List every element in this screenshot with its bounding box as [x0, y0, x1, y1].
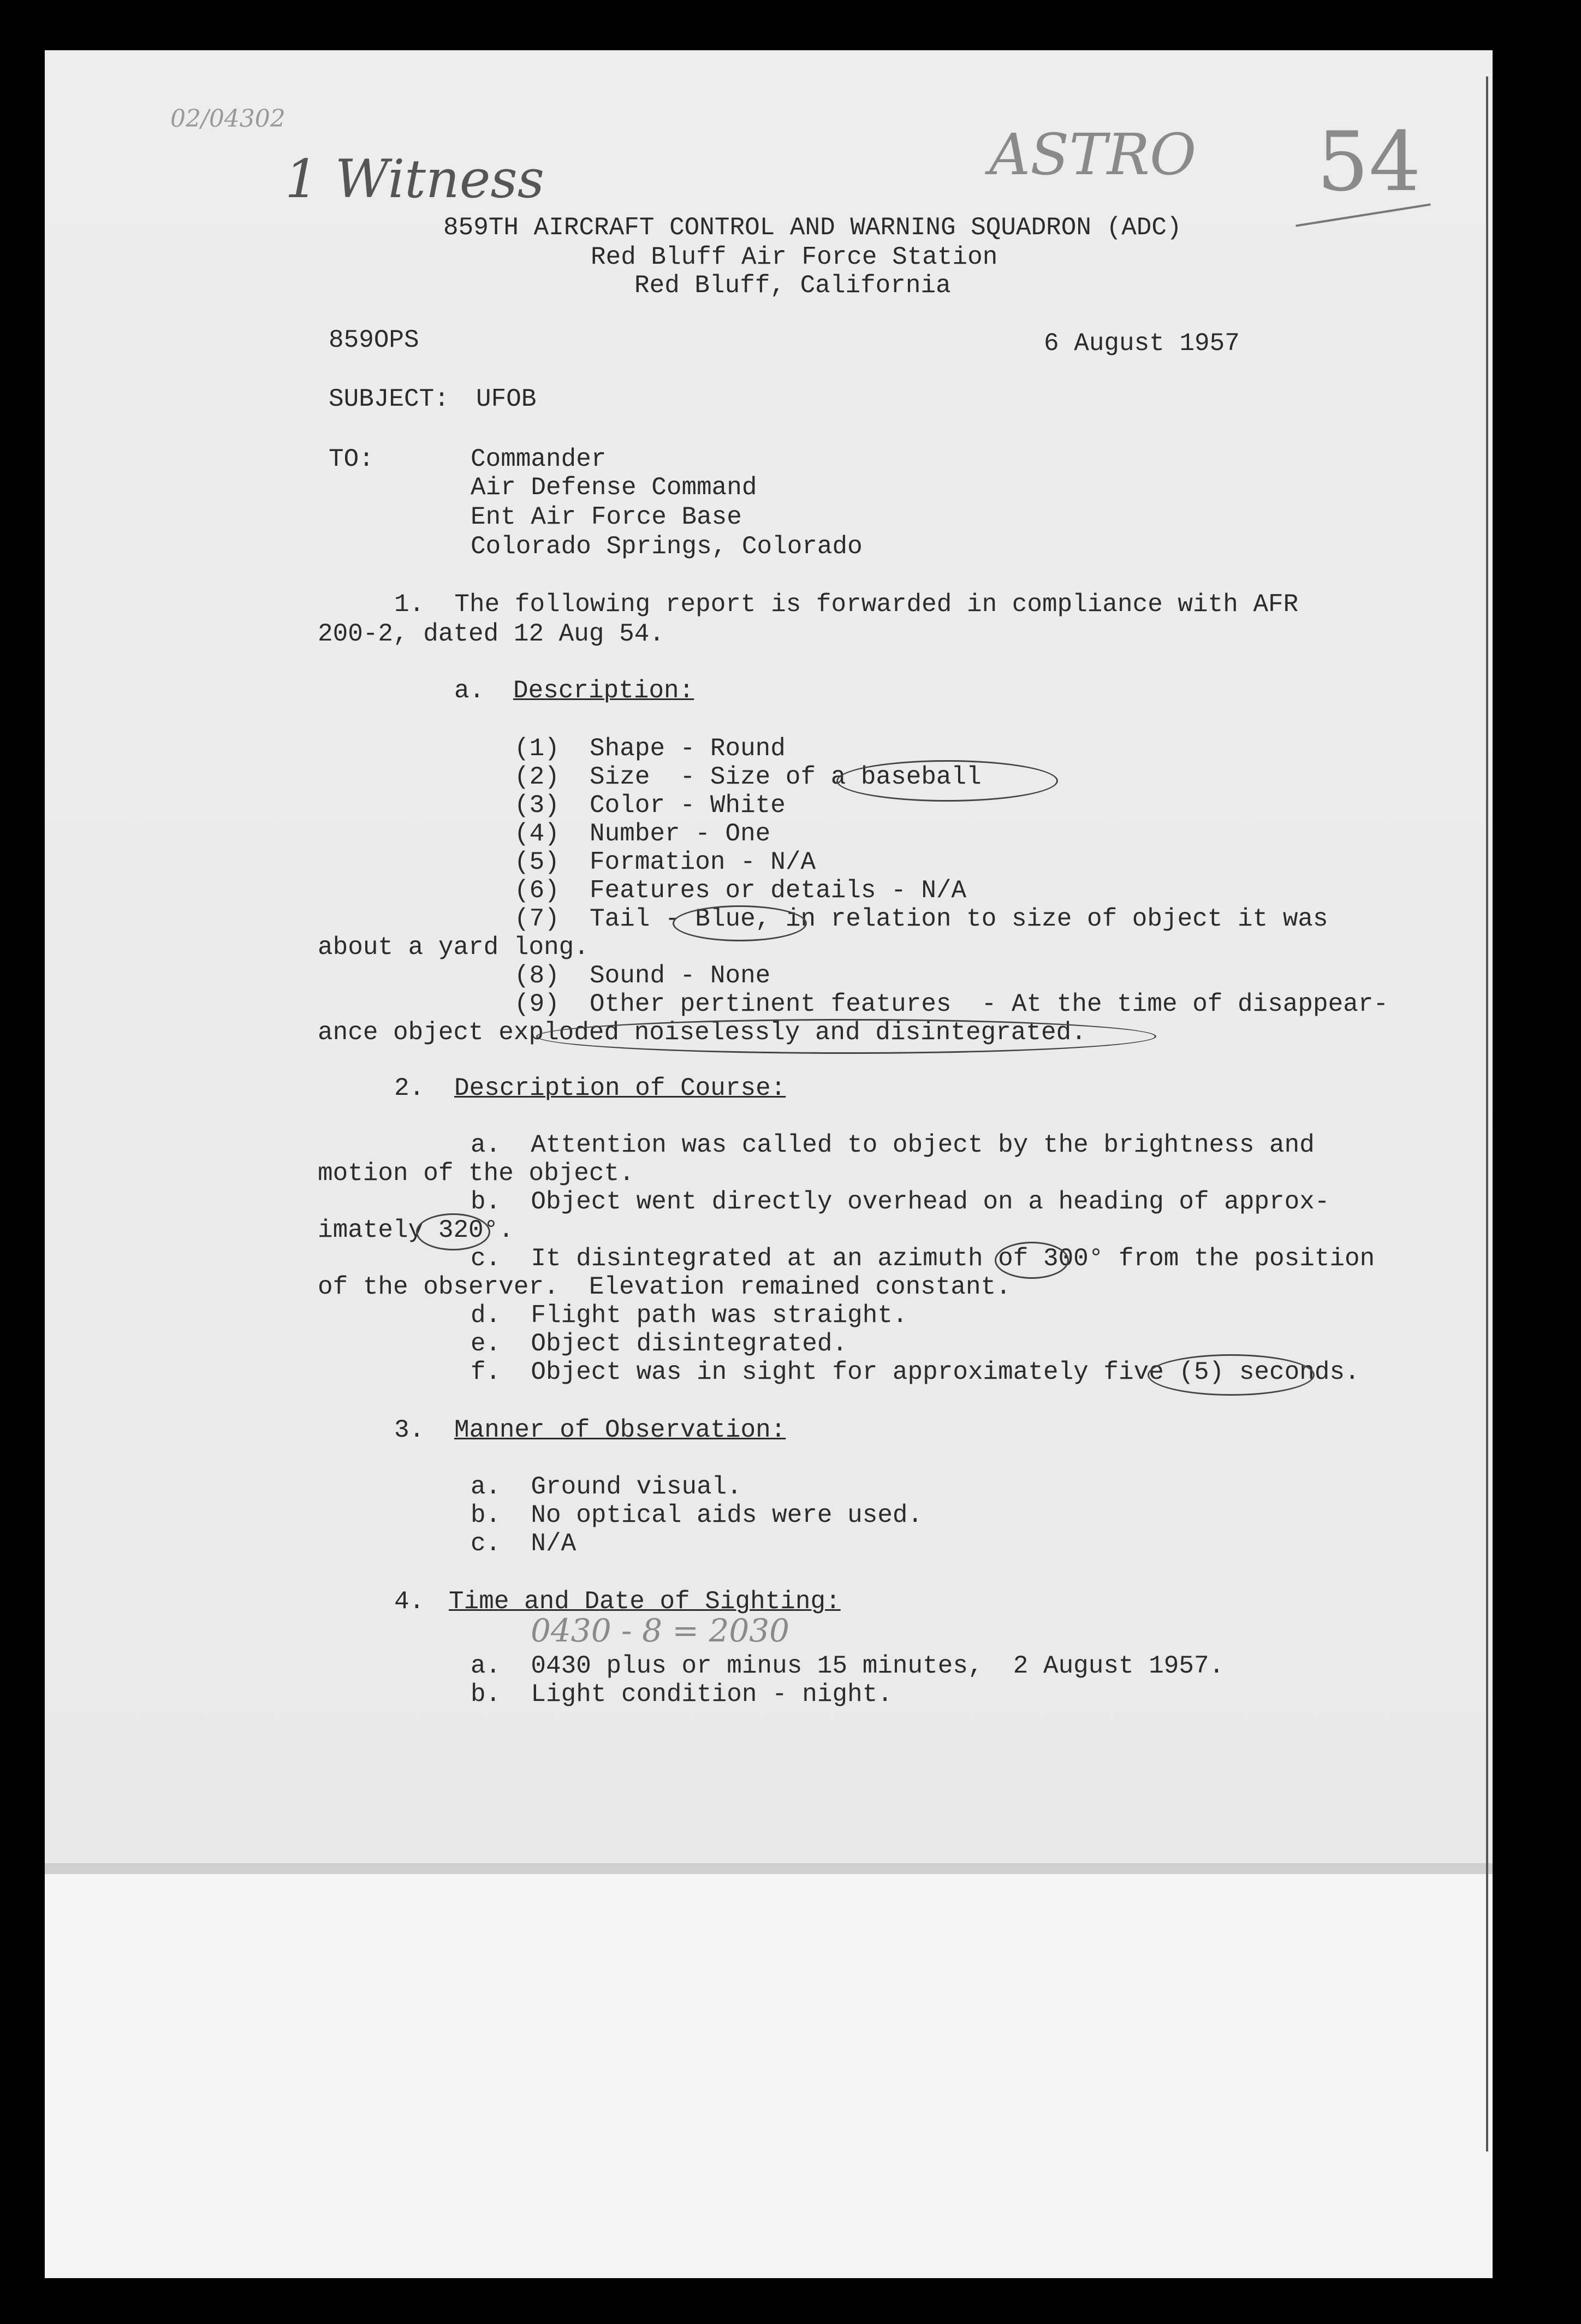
manner-heading-number: 3. — [394, 1416, 425, 1444]
description-item: (8) Sound - None — [514, 962, 771, 990]
to-line: Colorado Springs, Colorado — [471, 532, 863, 561]
handwritten-astro-note: ASTRO — [989, 121, 1197, 188]
manner-line: a. Ground visual. — [471, 1473, 742, 1501]
station-name: Red Bluff Air Force Station — [591, 243, 998, 271]
handwritten-time-calculation: 0430 - 8 = 2030 — [531, 1612, 790, 1649]
time-heading: Time and Date of Sighting: — [449, 1587, 841, 1616]
office-symbol: 859OPS — [329, 326, 419, 354]
description-item-continuation: about a yard long. — [318, 933, 589, 962]
description-item: (6) Features or details - N/A — [514, 876, 967, 905]
paragraph-1-line: 200-2, dated 12 Aug 54. — [318, 620, 664, 648]
pen-circle-tail — [673, 905, 807, 941]
document-page — [45, 50, 1493, 2278]
description-item: (9) Other pertinent features - At the time of disappear- — [514, 990, 1389, 1018]
to-line: Ent Air Force Base — [471, 503, 742, 531]
to-label: TO: — [329, 445, 374, 473]
squadron-name: 859TH AIRCRAFT CONTROL AND WARNING SQUADRON (ADC) — [443, 214, 1182, 242]
paragraph-1-line: 1. The following report is forwarded in compliance with AFR — [394, 590, 1299, 619]
letter-sheet — [45, 50, 1493, 1863]
station-location: Red Bluff, California — [634, 271, 951, 300]
manner-line: c. N/A — [471, 1529, 576, 1558]
subject-label: SUBJECT: — [329, 385, 449, 413]
handwritten-page-number: 54 — [1317, 115, 1421, 210]
course-line: imately 320°. — [318, 1216, 514, 1244]
to-line: Commander — [471, 445, 607, 473]
course-line: e. Object disintegrated. — [471, 1330, 848, 1358]
time-line: b. Light condition - night. — [471, 1680, 893, 1709]
handwritten-witness-note: 1 Witness — [285, 149, 545, 210]
pen-circle-320 — [416, 1213, 490, 1250]
subject-value: UFOB — [476, 385, 537, 413]
manner-line: b. No optical aids were used. — [471, 1501, 923, 1529]
description-item-continuation: ance object exploded noiselessly and disintegrated. — [318, 1018, 1086, 1047]
page-edge-line — [1486, 76, 1488, 2151]
course-line: f. Object was in sight for approximately five (5) seconds. — [471, 1358, 1360, 1386]
description-item: (5) Formation - N/A — [514, 848, 816, 876]
scan-gap — [45, 1863, 1493, 1874]
description-item: (3) Color - White — [514, 791, 786, 820]
to-line: Air Defense Command — [471, 473, 757, 502]
description-item: (2) Size - Size of a baseball — [514, 763, 982, 791]
description-item: (4) Number - One — [514, 820, 771, 848]
description-heading-number: a. — [454, 677, 485, 705]
letter-date: 6 August 1957 — [1044, 329, 1240, 358]
course-line: of the observer. Elevation remained constant. — [318, 1273, 1011, 1301]
manner-heading: Manner of Observation: — [454, 1416, 786, 1444]
course-heading-number: 2. — [394, 1074, 425, 1102]
course-line: b. Object went directly overhead on a heading of approx- — [471, 1188, 1330, 1216]
pen-circle-baseball — [836, 760, 1058, 802]
lower-blank-area — [45, 1874, 1493, 2278]
course-line: c. It disintegrated at an azimuth of 300° from the position — [471, 1244, 1375, 1273]
time-heading-number: 4. — [394, 1587, 425, 1616]
pen-circle-300 — [995, 1242, 1069, 1279]
course-line: d. Flight path was straight. — [471, 1301, 908, 1330]
description-heading: Description: — [513, 677, 694, 705]
time-line: a. 0430 plus or minus 15 minutes, 2 August 1957. — [471, 1652, 1225, 1680]
description-item: (7) Tail - Blue, in relation to size of object it was — [514, 905, 1328, 933]
course-line: motion of the object. — [318, 1159, 634, 1188]
course-line: a. Attention was called to object by the brightness and — [471, 1131, 1315, 1159]
pen-circle-exploded — [536, 1019, 1156, 1054]
course-heading: Description of Course: — [454, 1074, 786, 1102]
description-item: (1) Shape - Round — [514, 734, 786, 763]
handwritten-file-number: 02/04302 — [170, 105, 286, 133]
pen-circle-five-seconds — [1148, 1354, 1315, 1396]
